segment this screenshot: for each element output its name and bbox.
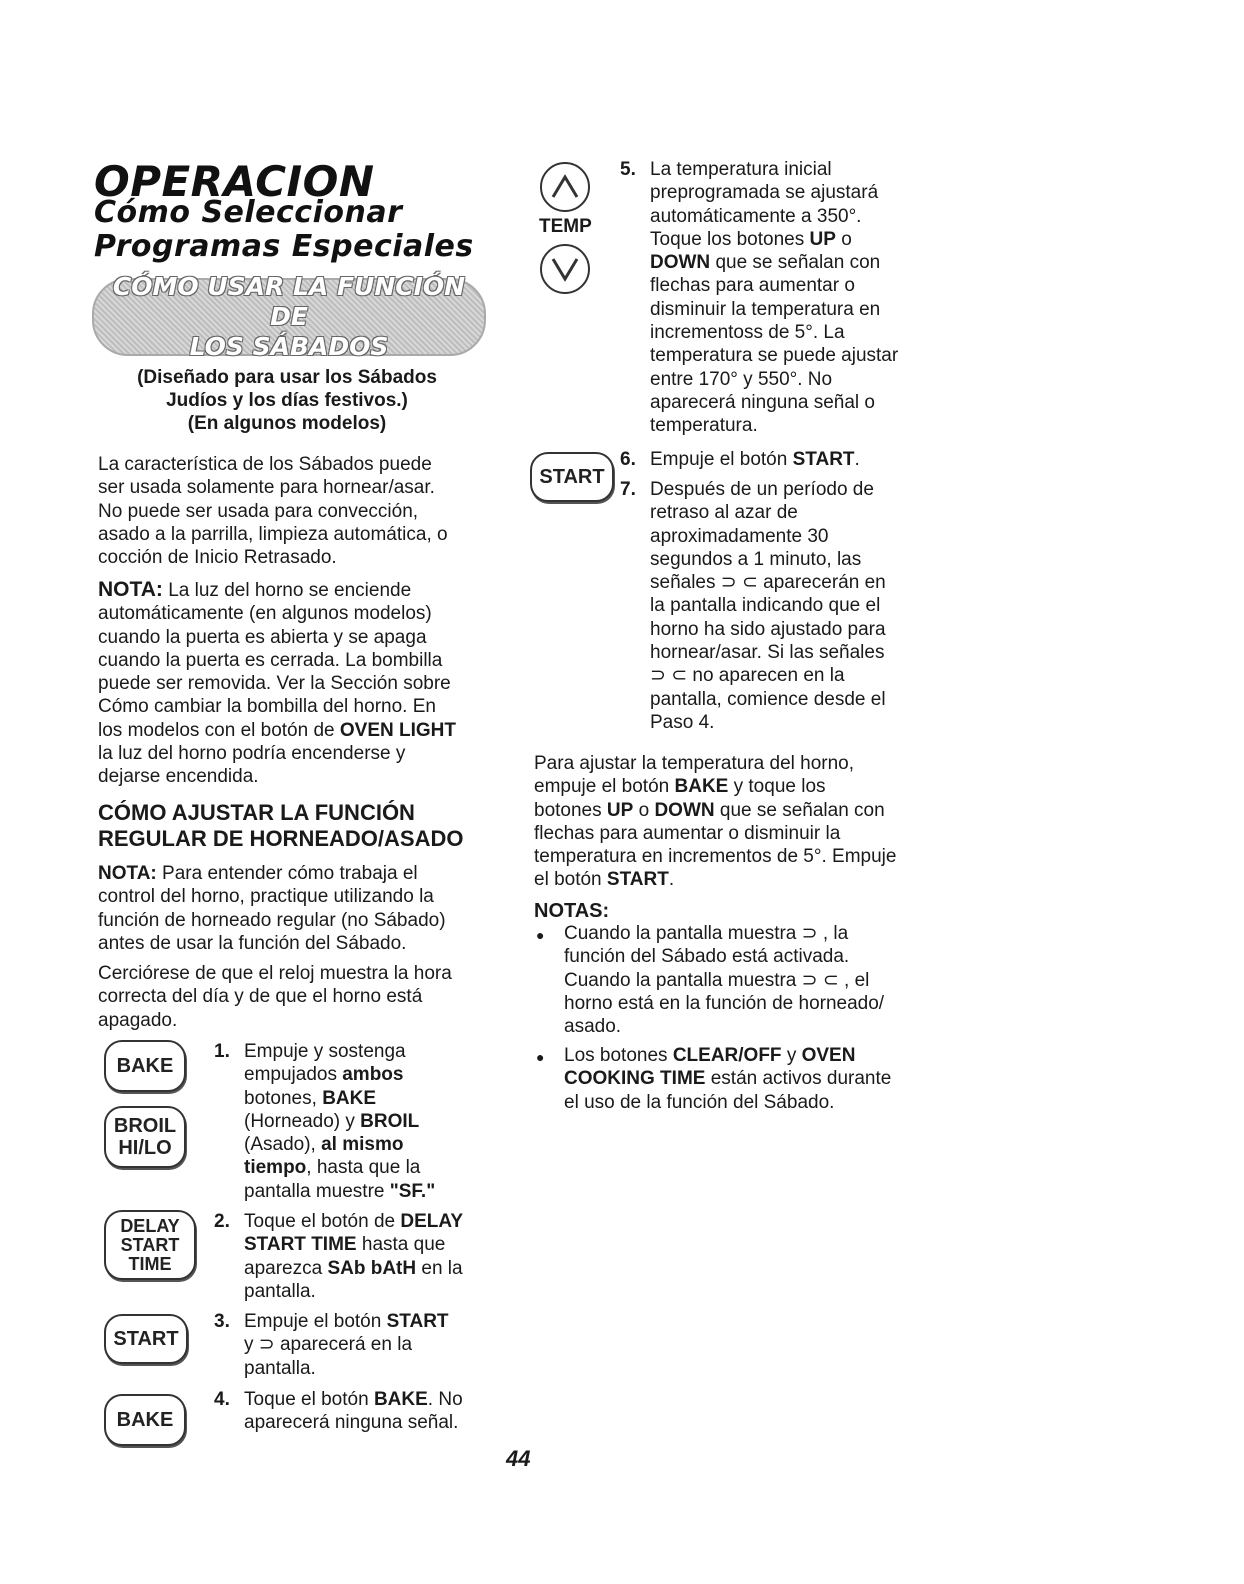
step-1: 1. Empuje y sostenga empujados ambos botones, BAKE (Horneado) y BROIL (Asado), al mismo tiempo, hasta que la pantalla muestre "SF." (214, 1041, 436, 1202)
banner-line1: CÓMO USAR LA FUNCIÓN DE (112, 272, 466, 331)
step-3: 3. Empuje el botón START y ⊃ aparecerá en la pantalla. (214, 1311, 449, 1379)
step-7: 7. Después de un período de retraso al azar de aproximadamente 30 segundos a 1 minuto, las señales ⊃ ⊂ aparecerán en la pantalla indicando que el horno ha sido ajustado para hornear/asar. Si las señales ⊃ ⊂ no aparecen en la pantalla, comience desde el Paso 4. (620, 479, 886, 733)
regular-bake-heading: CÓMO AJUSTAR LA FUNCIÓN REGULAR DE HORNEADO/ASADO (98, 800, 464, 851)
subtitle-line1: (Diseñado para usar los Sábados (137, 367, 437, 388)
section-title-line2: Programas Especiales (94, 229, 474, 264)
subtitle (92, 366, 482, 435)
delay-start-time-key: DELAY START TIME (104, 1210, 196, 1280)
up-arrow-key (540, 162, 590, 212)
page-number: 44 (506, 1446, 531, 1471)
broil-key: BROIL HI/LO (104, 1106, 186, 1168)
step-5: 5. La temperatura inicial preprogramada se ajustará automáticamente a 350°. Toque los botones UP o DOWN que se señalan con flechas para aumentar o disminuir la temperatura en incrementoss de 5°. La temperatura se puede ajustar entre 170° y 550°. No aparecerá ninguna señal o temperatura. (620, 159, 899, 437)
sabbath-banner (92, 272, 486, 361)
step-6: 6. Empuje el botón START. (620, 449, 860, 470)
notas-bullet-1: ● Cuando la pantalla muestra ⊃ , la función del Sábado está activada. Cuando la pantalla muestra ⊃ ⊂ , el horno está en la función de horneado/ asado. (536, 923, 885, 1038)
banner-line2: LOS SÁBADOS (189, 332, 389, 361)
step-4: 4. Toque el botón BAKE. No aparecerá ninguna señal. (214, 1389, 463, 1434)
adjust-temp-paragraph: Para ajustar la temperatura del horno, empuje el botón BAKE y toque los botones UP o DOWN que se señalan con flechas para aumentar o disminuir la temperatura en incrementos de 5°. Empuje el botón START. (534, 753, 897, 891)
nota2-paragraph: NOTA: Para entender cómo trabaja el control del horno, practique utilizando la función de horneado regular (no Sábado) antes de usar la función del Sábado. (98, 863, 446, 954)
section-title-line1: Cómo Seleccionar (94, 195, 403, 230)
start-key-2: START (530, 452, 614, 502)
nota-paragraph: NOTA: La luz del horno se enciende automáticamente (en algunos modelos) cuando la puerta es abierta y se apaga cuando la puerta es cerrada. La bombilla puede ser removida. Ver la Sección sobre Cómo cambiar la bombilla del horno. En los modelos con el botón de OVEN LIGHT la luz del horno podría encenderse y dejarse encendida. (98, 578, 457, 788)
bake-key-2: BAKE (104, 1394, 186, 1446)
subtitle-line3: (En algunos modelos) (187, 413, 387, 434)
down-arrow-key (540, 244, 590, 294)
temp-label: TEMP (539, 216, 592, 237)
nota-label: NOTA: (98, 578, 163, 601)
up-arrow-icon (550, 174, 580, 200)
down-arrow-icon (550, 256, 580, 282)
page-title: OPERACION (94, 157, 375, 206)
notas-bullet-2: ● Los botones CLEAR/OFF y OVEN COOKING TIME están activos durante el uso de la función del Sábado. (536, 1045, 892, 1113)
clock-paragraph: Cerciórese de que el reloj muestra la hora correcta del día y de que el horno está apagado. (98, 963, 452, 1031)
notas-label: NOTAS: (534, 900, 610, 922)
nota2-label: NOTA: (98, 863, 157, 884)
start-key: START (104, 1314, 188, 1364)
bullet-icon: ● (536, 927, 545, 943)
step-2: 2. Toque el botón de DELAY START TIME hasta que aparezca SAb bAtH en la pantalla. (214, 1211, 464, 1302)
bullet-icon: ● (536, 1049, 545, 1065)
intro-paragraph: La característica de los Sábados puede ser usada solamente para hornear/asar. No puede ser usada para convección, asado a la parrilla, limpieza automática, o cocción de Inicio Retrasado. (98, 454, 448, 569)
bake-key: BAKE (104, 1040, 186, 1092)
subtitle-line2: Judíos y los días festivos.) (166, 390, 408, 411)
